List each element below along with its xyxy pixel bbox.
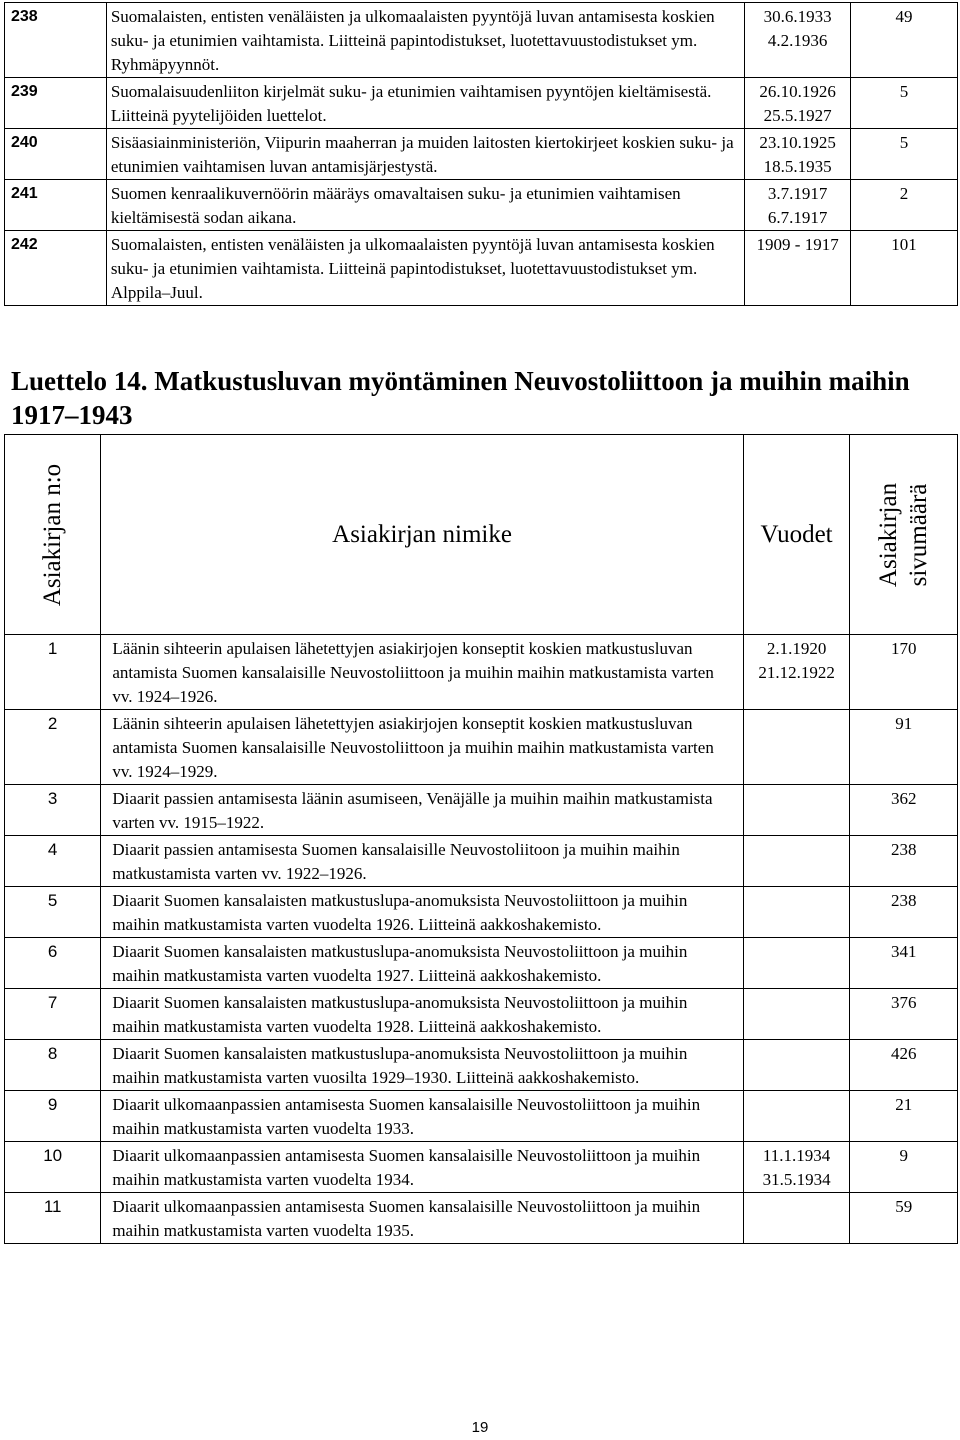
header-page-count-line1: Asiakirjan bbox=[874, 482, 902, 587]
document-page-count: 238 bbox=[850, 887, 958, 938]
document-number: 2 bbox=[5, 710, 101, 785]
document-dates bbox=[743, 887, 850, 938]
table-row bbox=[5, 635, 958, 710]
table-row bbox=[5, 989, 958, 1040]
document-dates bbox=[745, 231, 851, 306]
document-number: 10 bbox=[5, 1142, 101, 1193]
document-page-count: 238 bbox=[850, 836, 958, 887]
document-page-count: 101 bbox=[851, 231, 958, 306]
document-page-count: 426 bbox=[850, 1040, 958, 1091]
document-dates bbox=[743, 1040, 850, 1091]
document-dates bbox=[745, 3, 851, 78]
document-number: 1 bbox=[5, 635, 101, 710]
document-page-count: 170 bbox=[850, 635, 958, 710]
document-number: 8 bbox=[5, 1040, 101, 1091]
table-header bbox=[5, 435, 958, 635]
document-number: 3 bbox=[5, 785, 101, 836]
document-number: 241 bbox=[5, 180, 107, 231]
header-page-count-line2: sivumäärä bbox=[904, 483, 932, 586]
document-page-count: 376 bbox=[850, 989, 958, 1040]
start-date: 23.10.1925 bbox=[759, 133, 836, 152]
document-dates bbox=[743, 1142, 850, 1193]
document-page-count: 362 bbox=[850, 785, 958, 836]
document-title: Suomalaisten, entisten venäläisten ja ulkomaalaisten pyyntöjä luvan antamisesta koskien suku- ja etunimien vaihtamista. Liitteinä papintodistukset, luotettavuustodistukset ym. Alppila–Juul. bbox=[106, 231, 744, 306]
travel-permit-table-body bbox=[5, 635, 958, 1244]
document-dates bbox=[743, 1091, 850, 1142]
table-row bbox=[5, 1091, 958, 1142]
header-page-count bbox=[850, 435, 958, 635]
document-dates bbox=[743, 989, 850, 1040]
end-date: 4.2.1936 bbox=[767, 31, 828, 50]
travel-permit-table bbox=[4, 434, 958, 1244]
document-dates bbox=[743, 710, 850, 785]
start-date: 1909 - 1917 bbox=[756, 235, 839, 254]
document-number: 11 bbox=[5, 1193, 101, 1244]
records-table-body bbox=[5, 3, 958, 306]
records-table-continued bbox=[4, 2, 958, 306]
document-title: Diaarit Suomen kansalaisten matkustuslupa-anomuksista Neuvostoliittoon ja muihin maihin matkustamista varten vuosilta 1929–1930. Liitteinä aakkoshakemisto. bbox=[101, 1040, 744, 1091]
document-number: 7 bbox=[5, 989, 101, 1040]
document-title: Diaarit ulkomaanpassien antamisesta Suomen kansalaisille Neuvostoliittoon ja muihin maihin matkustamista varten vuodelta 1933. bbox=[101, 1091, 744, 1142]
document-number: 242 bbox=[5, 231, 107, 306]
document-title: Diaarit ulkomaanpassien antamisesta Suomen kansalaisille Neuvostoliittoon ja muihin maihin matkustamista varten vuodelta 1934. bbox=[101, 1142, 744, 1193]
document-dates bbox=[745, 78, 851, 129]
table-row bbox=[5, 1142, 958, 1193]
list-heading: Luettelo 14. Matkustusluvan myöntäminen Neuvostoliittoon ja muihin maihin 1917–1943 bbox=[11, 366, 910, 430]
header-page-count-label bbox=[874, 482, 934, 586]
document-title: Diaarit ulkomaanpassien antamisesta Suomen kansalaisille Neuvostoliittoon ja muihin maihin matkustamista varten vuodelta 1935. bbox=[101, 1193, 744, 1244]
document-title: Diaarit passien antamisesta läänin asumiseen, Venäjälle ja muihin maihin matkustamista varten vv. 1915–1922. bbox=[101, 785, 744, 836]
header-row bbox=[5, 435, 958, 635]
header-document-title: Asiakirjan nimike bbox=[101, 435, 744, 635]
document-dates bbox=[743, 635, 850, 710]
start-date: 11.1.1934 bbox=[762, 1146, 831, 1165]
document-title: Suomen kenraalikuvernöörin määräys omavaltaisen suku- ja etunimien vaihtamisen kieltämisestä sodan aikana. bbox=[106, 180, 744, 231]
page-number: 19 bbox=[471, 1419, 489, 1436]
document-number: 6 bbox=[5, 938, 101, 989]
document-title: Diaarit Suomen kansalaisten matkustuslupa-anomuksista Neuvostoliittoon ja muihin maihin matkustamista varten vuodelta 1926. Liitteinä aakkoshakemisto. bbox=[101, 887, 744, 938]
document-dates bbox=[745, 129, 851, 180]
document-dates bbox=[745, 180, 851, 231]
start-date: 2.1.1920 bbox=[766, 639, 827, 658]
table-row bbox=[5, 887, 958, 938]
document-number: 239 bbox=[5, 78, 107, 129]
table-row bbox=[5, 710, 958, 785]
table-row bbox=[5, 129, 958, 180]
document-dates bbox=[743, 836, 850, 887]
document-dates bbox=[743, 938, 850, 989]
end-date: 21.12.1922 bbox=[758, 663, 835, 682]
document-number: 5 bbox=[5, 887, 101, 938]
document-page-count: 5 bbox=[851, 78, 958, 129]
document-page-count: 2 bbox=[851, 180, 958, 231]
table-row bbox=[5, 180, 958, 231]
document-title: Suomalaisuudenliiton kirjelmät suku- ja etunimien vaihtamisen pyyntöjen kieltämisestä. Liitteinä pyytelijöiden luettelot. bbox=[106, 78, 744, 129]
document-page-count: 49 bbox=[851, 3, 958, 78]
document-page-count: 341 bbox=[850, 938, 958, 989]
document-title: Diaarit passien antamisesta Suomen kansalaisille Neuvostoliitoon ja muihin maihin matkustamista varten vv. 1922–1926. bbox=[101, 836, 744, 887]
document-title: Sisäasiainministeriön, Viipurin maaherran ja muiden laitosten kiertokirjeet koskien suku- ja etunimien vaihtamisen luvan antamisjärjestystä. bbox=[106, 129, 744, 180]
end-date: 31.5.1934 bbox=[762, 1170, 831, 1189]
start-date: 30.6.1933 bbox=[763, 7, 832, 26]
document-title: Diaarit Suomen kansalaisten matkustuslupa-anomuksista Neuvostoliittoon ja muihin maihin matkustamista varten vuodelta 1927. Liitteinä aakkoshakemisto. bbox=[101, 938, 744, 989]
end-date: 18.5.1935 bbox=[763, 157, 832, 176]
header-document-number-label: Asiakirjan n:o bbox=[38, 463, 66, 606]
table-row bbox=[5, 78, 958, 129]
start-date: 3.7.1917 bbox=[767, 184, 828, 203]
document-page-count: 9 bbox=[850, 1142, 958, 1193]
document-number: 240 bbox=[5, 129, 107, 180]
table-row bbox=[5, 231, 958, 306]
table-row bbox=[5, 836, 958, 887]
table-row bbox=[5, 785, 958, 836]
document-title: Diaarit Suomen kansalaisten matkustuslupa-anomuksista Neuvostoliittoon ja muihin maihin matkustamista varten vuodelta 1928. Liitteinä aakkoshakemisto. bbox=[101, 989, 744, 1040]
header-years: Vuodet bbox=[743, 435, 850, 635]
start-date: 26.10.1926 bbox=[759, 82, 836, 101]
table-row bbox=[5, 3, 958, 78]
table-row bbox=[5, 1040, 958, 1091]
table-row bbox=[5, 1193, 958, 1244]
document-page-count: 59 bbox=[850, 1193, 958, 1244]
document-number: 238 bbox=[5, 3, 107, 78]
document-title: Läänin sihteerin apulaisen lähetettyjen asiakirjojen konseptit koskien matkustusluvan antamista Suomen kansalaisille Neuvostoliittoon ja muihin maihin matkustamista varten vv. 1924–1926. bbox=[101, 635, 744, 710]
table-row bbox=[5, 938, 958, 989]
document-dates bbox=[743, 1193, 850, 1244]
document-page-count: 21 bbox=[850, 1091, 958, 1142]
document-number: 9 bbox=[5, 1091, 101, 1142]
document-number: 4 bbox=[5, 836, 101, 887]
document-title: Suomalaisten, entisten venäläisten ja ulkomaalaisten pyyntöjä luvan antamisesta koskien suku- ja etunimien vaihtamista. Liitteinä papintodistukset, luotettavuustodistukset ym. Ryhmäpyynnöt. bbox=[106, 3, 744, 78]
header-document-number bbox=[5, 435, 101, 635]
document-page-count: 5 bbox=[851, 129, 958, 180]
document-page-count: 91 bbox=[850, 710, 958, 785]
end-date: 25.5.1927 bbox=[763, 106, 832, 125]
document-dates bbox=[743, 785, 850, 836]
document-title: Läänin sihteerin apulaisen lähetettyjen asiakirjojen konseptit koskien matkustusluvan antamista Suomen kansalaisille Neuvostoliittoon ja muihin maihin matkustamista varten vv. 1924–1929. bbox=[101, 710, 744, 785]
end-date: 6.7.1917 bbox=[767, 208, 828, 227]
